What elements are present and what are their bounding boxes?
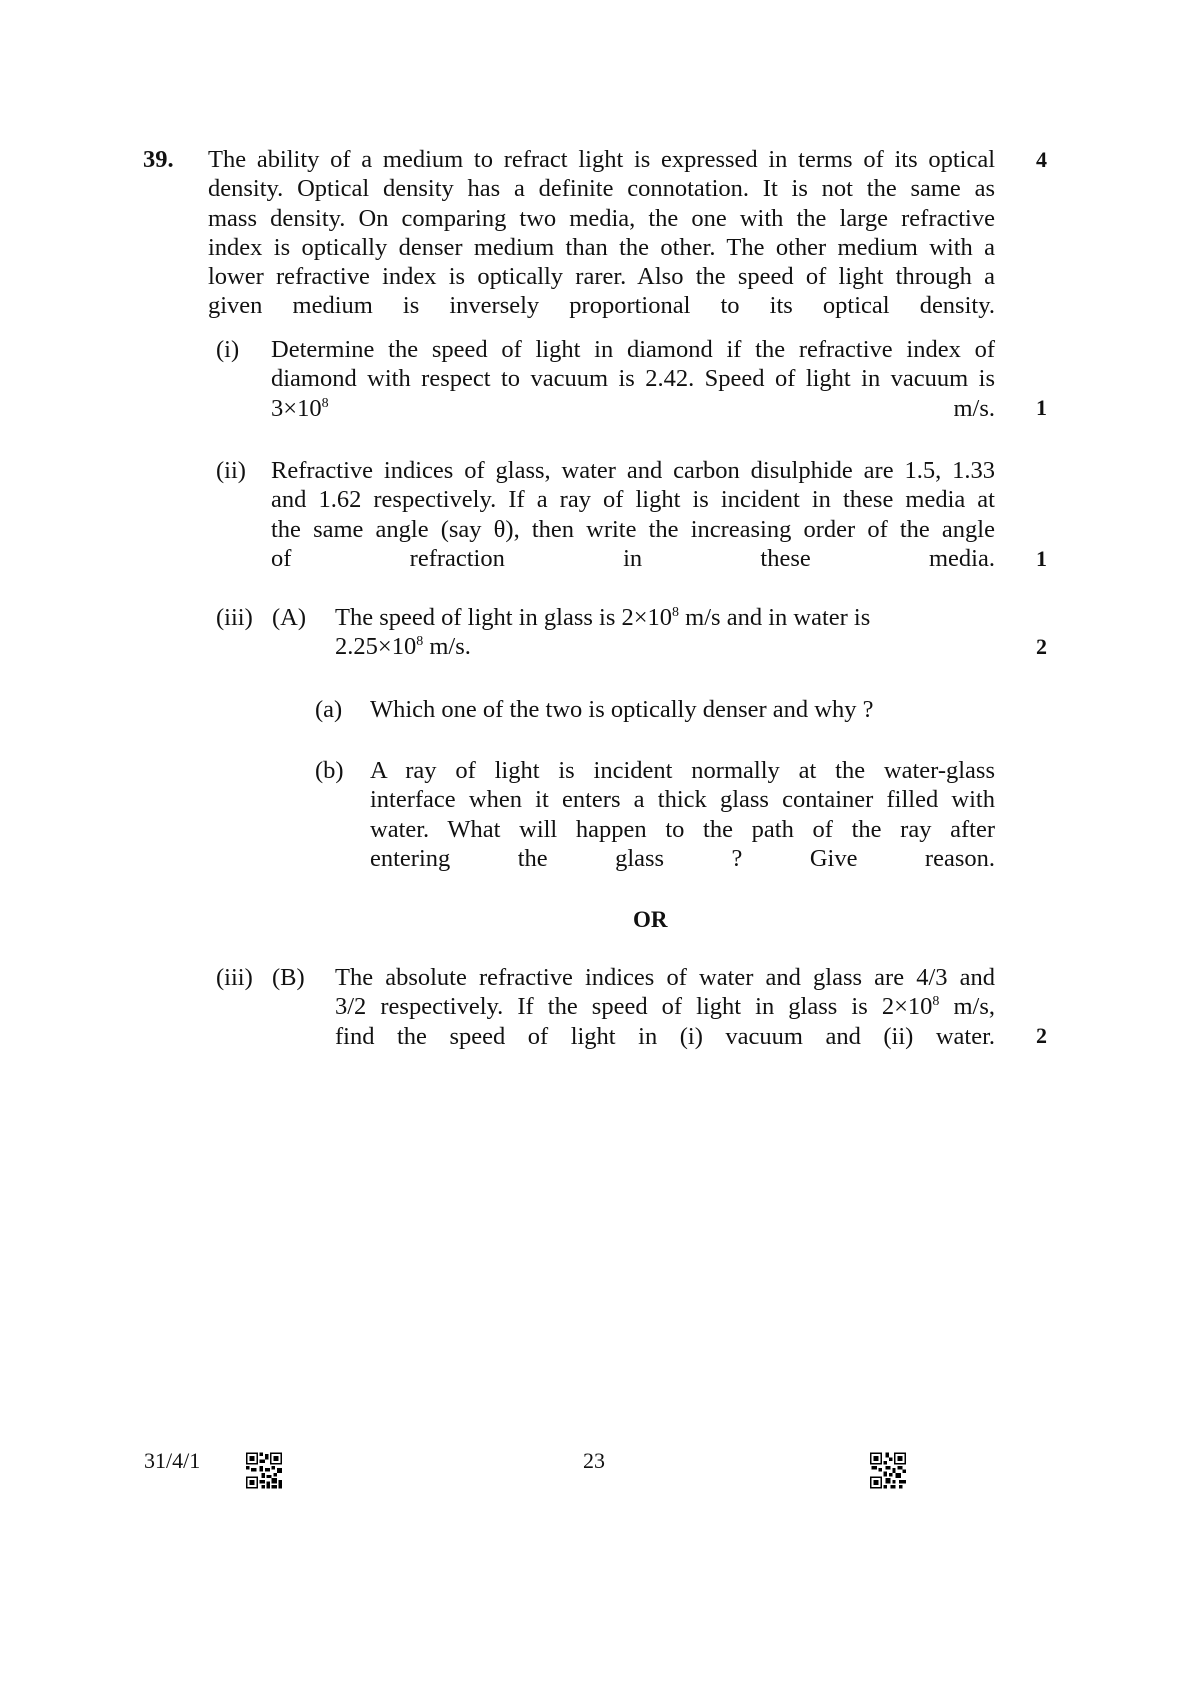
sub-b-line: interface when it enters a thick glass container filled with (370, 786, 995, 814)
intro-line: lower refractive index is optically rarer. Also the speed of light through a (208, 263, 995, 291)
question-marks: 4 (1036, 147, 1047, 172)
part-iii-b-label: (iii) (216, 964, 253, 991)
sub-b-line: water. What will happen to the path of the ray after (370, 815, 995, 843)
part-iii-a-line-1: The speed of light in glass is $2\times 10^8$ m/s and in water is (335, 604, 871, 631)
part-ii-marks: 1 (1036, 546, 1047, 571)
intro-line: The ability of a medium to refract light is expressed in terms of its optical (208, 146, 995, 173)
part-iii-b-line: 3/2 respectively. If the speed of light in glass is $2\times 10^8$ m/s, (335, 993, 995, 1021)
part-i-line: $3\times 10^8$ m/s. (271, 394, 995, 422)
sub-b-label: (b) (315, 757, 344, 784)
intro-line: mass density. On comparing two media, the one with the large refractive (208, 204, 995, 232)
part-ii-line: and 1.62 respectively. If a ray of light is incident in these media at (271, 486, 995, 514)
part-iii-a-sublabel: (A) (272, 604, 307, 631)
paper-code: 31/4/1 (144, 1448, 201, 1473)
part-iii-a-label: (iii) (216, 604, 253, 631)
part-ii-line: the same angle (say θ), then write the increasing order of the angle (271, 515, 995, 543)
part-iii-a-line-2: $2.25\times 10^8$ m/s. (335, 633, 471, 660)
part-i-text (271, 335, 995, 423)
sub-a-label: (a) (315, 696, 343, 723)
sub-b-line: entering the glass ? Give reason. (370, 844, 995, 872)
intro-line: density. Optical density has a definite connotation. It is not the same as (208, 175, 995, 203)
page-number: 23 (583, 1448, 605, 1473)
question-number: 39. (143, 146, 174, 173)
part-iii-a-marks: 2 (1036, 634, 1047, 659)
intro-line: given medium is inversely proportional to its optical density. (208, 292, 995, 320)
part-ii-line: Refractive indices of glass, water and carbon disulphide are 1.5, 1.33 (271, 457, 995, 484)
part-ii-text (271, 456, 995, 573)
qr-code-icon (246, 1452, 282, 1489)
part-ii-line: of refraction in these media. (271, 544, 995, 572)
part-iii-b-text (335, 963, 995, 1051)
part-iii-b-line: find the speed of light in (i) vacuum and (ii) water. (335, 1022, 995, 1050)
part-iii-b-marks: 2 (1036, 1023, 1047, 1048)
part-i-line: diamond with respect to vacuum is 2.42. Speed of light in vacuum is (271, 365, 995, 393)
intro-line: index is optically denser medium than the other. The other medium with a (208, 233, 995, 261)
or-divider: OR (633, 907, 668, 932)
sub-b-text (370, 756, 995, 873)
qr-code-icon (870, 1452, 906, 1489)
part-i-marks: 1 (1036, 395, 1047, 420)
part-i-label: (i) (216, 336, 240, 363)
part-iii-b-sublabel: (B) (272, 964, 305, 991)
part-iii-b-line: The absolute refractive indices of water and glass are 4/3 and (335, 964, 995, 991)
part-i-line: Determine the speed of light in diamond if the refractive index of (271, 336, 995, 363)
sub-a-text: Which one of the two is optically denser and why ? (370, 696, 874, 723)
sub-b-line: A ray of light is incident normally at the water-glass (370, 757, 995, 784)
part-ii-label: (ii) (216, 457, 246, 484)
question-intro (208, 145, 995, 321)
